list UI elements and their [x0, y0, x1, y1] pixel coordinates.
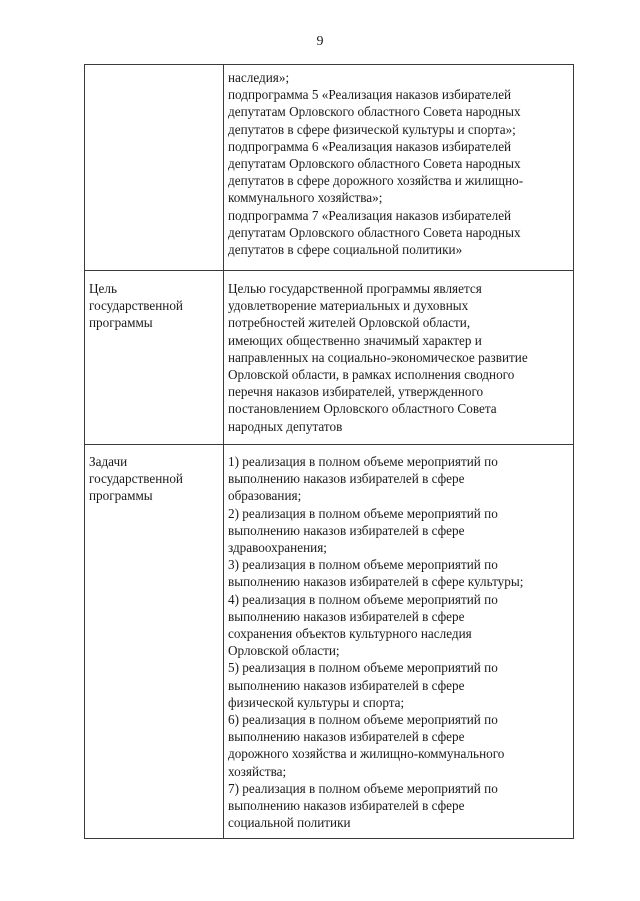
text-line: направленных на социально-экономическое развитие	[228, 349, 528, 365]
text-line: здравоохранения;	[228, 540, 327, 556]
text-line: Целью государственной программы является	[228, 281, 482, 296]
text-line: постановлением Орловского областного Совета	[228, 401, 497, 417]
text-line: выполнению наказов избирателей в сфере	[228, 798, 465, 814]
row-value-cell	[224, 445, 574, 839]
text-line: государственной	[89, 471, 183, 487]
text-line: дорожного хозяйства и жилищно-коммунального	[228, 746, 505, 762]
row-label-cell	[85, 271, 224, 445]
text-line: выполнению наказов избирателей в сфере	[228, 729, 465, 745]
program-tasks-label	[89, 453, 219, 505]
text-line: выполнению наказов избирателей в сфере	[228, 608, 465, 624]
text-line: депутатов в сфере физической культуры и спорта»;	[228, 121, 516, 137]
text-line: программы	[89, 488, 153, 504]
text-line: перечня наказов избирателей, утвержденного	[228, 384, 484, 400]
text-line: подпрограмма 5 «Реализация наказов избирателей	[228, 87, 512, 103]
text-line: физической культуры и спорта;	[228, 694, 405, 710]
text-line: программы	[89, 315, 153, 331]
text-line: имеющих общественно значимый характер и	[228, 332, 482, 348]
text-line: потребностей жителей Орловской области,	[228, 315, 471, 331]
text-line: 4) реализация в полном объеме мероприятий по	[228, 591, 498, 607]
text-line: депутатов в сфере дорожного хозяйства и жилищно-	[228, 173, 524, 189]
text-line: депутатам Орловского областного Совета народных	[228, 104, 521, 120]
table-row-subprograms-continued	[85, 65, 574, 271]
row-label-cell	[85, 65, 224, 271]
text-line: выполнению наказов избирателей в сфере культуры;	[228, 574, 524, 590]
text-line: депутатам Орловского областного Совета народных	[228, 224, 521, 240]
text-line: выполнению наказов избирателей в сфере	[228, 471, 465, 487]
table-row-program-goal	[85, 271, 574, 445]
text-line: удовлетворение материальных и духовных	[228, 298, 469, 314]
text-line: 6) реализация в полном объеме мероприятий по	[228, 712, 498, 728]
row-label-cell	[85, 445, 224, 839]
text-line: хозяйства;	[228, 763, 287, 779]
table-row-program-tasks	[85, 445, 574, 839]
program-goal-label	[89, 280, 219, 332]
page-number: 9	[316, 34, 324, 49]
text-line: Орловской области, в рамках исполнения сводного	[228, 367, 515, 383]
program-tasks-text	[228, 453, 569, 831]
program-goal-text	[228, 280, 569, 435]
text-line: сохранения объектов культурного наследия	[228, 626, 472, 642]
text-line: выполнению наказов избирателей в сфере	[228, 522, 465, 538]
text-line: Орловской области;	[228, 643, 340, 659]
text-line: депутатам Орловского областного Совета народных	[228, 156, 521, 172]
text-line: образования;	[228, 488, 302, 504]
text-line: наследия»;	[228, 70, 290, 85]
text-line: депутатов в сфере социальной политики»	[228, 242, 463, 258]
text-line: 3) реализация в полном объеме мероприятий по	[228, 557, 498, 573]
text-line: подпрограмма 7 «Реализация наказов избирателей	[228, 207, 512, 223]
text-line: коммунального хозяйства»;	[228, 190, 383, 206]
subprograms-list-text	[228, 69, 569, 258]
text-line: социальной политики	[228, 815, 351, 831]
text-line: 7) реализация в полном объеме мероприятий по	[228, 780, 498, 796]
row-value-cell	[224, 65, 574, 271]
text-line: подпрограмма 6 «Реализация наказов избирателей	[228, 138, 512, 154]
text-line: 1) реализация в полном объеме мероприятий по	[228, 454, 498, 469]
text-line: 2) реализация в полном объеме мероприятий по	[228, 505, 498, 521]
text-line: Задачи	[89, 454, 128, 469]
text-line: 5) реализация в полном объеме мероприятий по	[228, 660, 498, 676]
program-passport-table	[84, 64, 574, 839]
text-line: Цель	[89, 281, 117, 296]
text-line: выполнению наказов избирателей в сфере	[228, 677, 465, 693]
row-value-cell	[224, 271, 574, 445]
text-line: государственной	[89, 298, 183, 314]
text-line: народных депутатов	[228, 418, 343, 434]
